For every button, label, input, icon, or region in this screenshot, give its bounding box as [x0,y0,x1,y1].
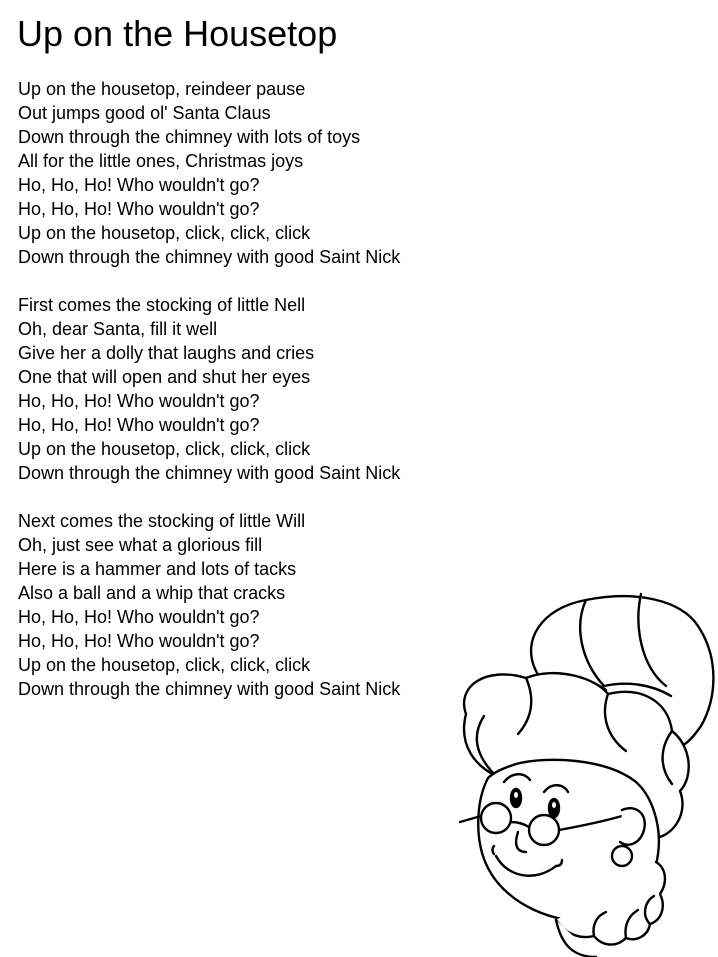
lyric-line: Down through the chimney with good Saint Nick [18,463,401,483]
lyric-line: Ho, Ho, Ho! Who wouldn't go? [18,631,260,651]
lyric-line: Ho, Ho, Ho! Who wouldn't go? [18,391,260,411]
verse-1 [18,77,458,269]
lyric-line: Next comes the stocking of little Will [18,511,306,531]
lyric-line: Up on the housetop, click, click, click [18,439,311,459]
lyric-line: Ho, Ho, Ho! Who wouldn't go? [18,199,260,219]
lyric-line: Here is a hammer and lots of tacks [18,559,297,579]
verse-3 [18,509,458,701]
mrs-claus-icon [436,586,718,957]
lyric-line: First comes the stocking of little Nell [18,295,306,315]
lyric-line: Oh, dear Santa, fill it well [18,319,218,339]
lyric-line: One that will open and shut her eyes [18,367,311,387]
lyric-line: Out jumps good ol' Santa Claus [18,103,271,123]
lyric-line: Up on the housetop, reindeer pause [18,79,306,99]
lyric-line: Oh, just see what a glorious fill [18,535,263,555]
lyric-line: Ho, Ho, Ho! Who wouldn't go? [18,607,260,627]
lyric-line: Up on the housetop, click, click, click [18,655,311,675]
lyric-line: Down through the chimney with lots of toys [18,127,361,147]
lyric-line: Up on the housetop, click, click, click [18,223,311,243]
verse-2 [18,293,458,485]
lyric-line: Down through the chimney with good Saint Nick [18,679,401,699]
lyric-line: Ho, Ho, Ho! Who wouldn't go? [18,415,260,435]
lyric-line: Give her a dolly that laughs and cries [18,343,315,363]
lyric-line: Down through the chimney with good Saint Nick [18,247,401,267]
page-title: Up on the Housetop [17,13,338,54]
lyric-line: Ho, Ho, Ho! Who wouldn't go? [18,175,260,195]
lyric-line: Also a ball and a whip that cracks [18,583,286,603]
lyric-line: All for the little ones, Christmas joys [18,151,304,171]
lyrics [18,77,458,725]
